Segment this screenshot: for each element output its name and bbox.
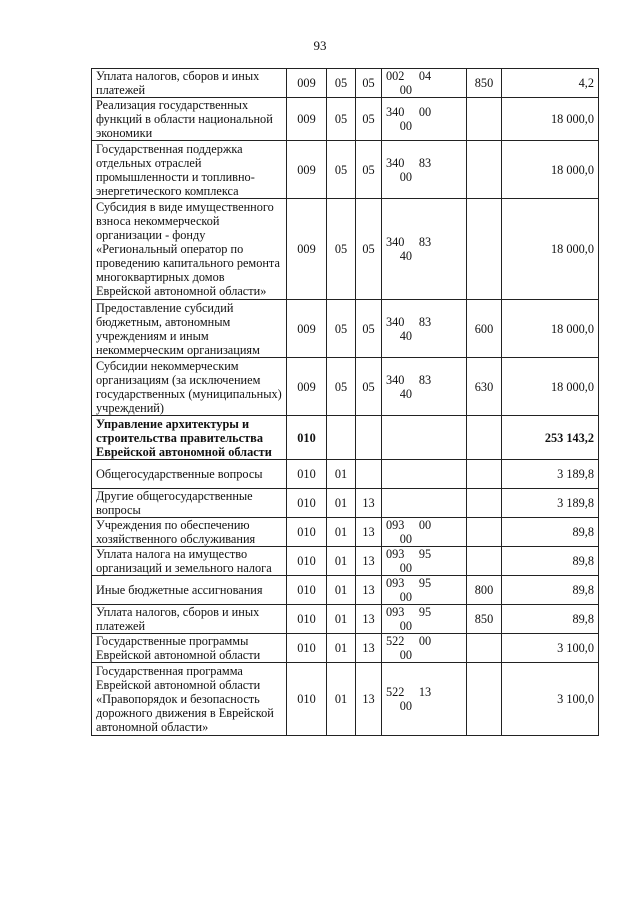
vr-code-cell: 800 [467,576,502,605]
vr-code-cell [467,489,502,518]
target-article-part: 00 [399,648,412,662]
target-article-part: 83 [418,372,432,387]
target-article-part: 002 [386,69,405,83]
table-row [92,547,599,576]
vr-code-cell: 600 [467,300,502,358]
target-article-part: 95 [418,547,432,561]
target-article-cell [382,489,467,518]
target-article-cell [382,300,467,358]
rz-code-cell: 05 [327,199,356,300]
target-article-cell [382,199,467,300]
gr-code-cell: 009 [287,69,327,98]
amount-cell: 89,8 [502,518,599,547]
target-article-part: 83 [418,155,432,170]
vr-code-cell [467,460,502,489]
gr-code-cell: 010 [287,576,327,605]
pr-code-cell: 13 [356,663,382,736]
gr-code-cell: 010 [287,547,327,576]
amount-cell: 18 000,0 [502,98,599,141]
gr-code-cell: 010 [287,460,327,489]
vr-code-cell [467,416,502,460]
pr-code-cell [356,416,382,460]
row-name-cell: Реализация государственных функций в области национальной экономики [92,98,287,141]
vr-code-cell [467,663,502,736]
target-article-part: 00 [399,561,412,575]
target-article-part: 00 [399,83,412,97]
row-name-cell: Предоставление субсидий бюджетным, автономным учреждениям и иным некоммерческим организациям [92,300,287,358]
row-name-cell: Уплата налогов, сборов и иных платежей [92,69,287,98]
gr-code-cell: 010 [287,416,327,460]
target-article-part: 40 [399,386,412,401]
target-article-part: 00 [418,518,432,532]
amount-cell: 89,8 [502,576,599,605]
vr-code-cell [467,547,502,576]
target-article-part: 13 [418,685,432,699]
amount-cell: 18 000,0 [502,358,599,416]
vr-code-cell: 630 [467,358,502,416]
table-row [92,518,599,547]
rz-code-cell: 01 [327,634,356,663]
amount-cell: 18 000,0 [502,300,599,358]
page-number: 93 [313,38,327,53]
pr-code-cell: 05 [356,98,382,141]
target-article-part: 83 [418,314,432,329]
pr-code-cell: 05 [356,300,382,358]
row-name-cell: Уплата налога на имущество организаций и земельного налога [92,547,287,576]
target-article-part: 04 [418,69,432,83]
target-article-part: 340 [386,105,405,119]
pr-code-cell: 13 [356,518,382,547]
target-article-part: 093 [386,576,405,590]
gr-code-cell: 009 [287,141,327,199]
target-article-part: 00 [399,590,412,604]
target-article-cell [382,358,467,416]
row-name-cell: Иные бюджетные ассигнования [92,576,287,605]
gr-code-cell: 010 [287,518,327,547]
target-article-part: 83 [418,235,432,249]
rz-code-cell: 01 [327,489,356,518]
table-row [92,576,599,605]
vr-code-cell [467,141,502,199]
pr-code-cell: 13 [356,489,382,518]
target-article-cell [382,576,467,605]
amount-cell: 3 100,0 [502,663,599,736]
target-article-cell [382,460,467,489]
target-article-part: 40 [399,328,412,343]
gr-code-cell: 010 [287,489,327,518]
target-article-cell [382,605,467,634]
table-row [92,634,599,663]
rz-code-cell: 05 [327,141,356,199]
rz-code-cell: 05 [327,98,356,141]
rz-code-cell [327,416,356,460]
gr-code-cell: 010 [287,605,327,634]
rz-code-cell: 05 [327,300,356,358]
pr-code-cell: 05 [356,69,382,98]
target-article-part: 340 [386,235,405,249]
table-row [92,300,599,358]
gr-code-cell: 009 [287,300,327,358]
rz-code-cell: 05 [327,358,356,416]
target-article-cell [382,663,467,736]
target-article-cell [382,634,467,663]
amount-cell: 3 189,8 [502,460,599,489]
rz-code-cell: 01 [327,605,356,634]
target-article-cell [382,547,467,576]
table-row [92,489,599,518]
table-row [92,199,599,300]
target-article-part: 00 [399,619,412,633]
pr-code-cell: 05 [356,199,382,300]
amount-cell: 89,8 [502,605,599,634]
amount-cell: 18 000,0 [502,141,599,199]
gr-code-cell: 009 [287,199,327,300]
vr-code-cell [467,199,502,300]
target-article-part: 340 [386,372,405,387]
pr-code-cell: 13 [356,576,382,605]
target-article-part: 340 [386,155,405,170]
pr-code-cell: 13 [356,634,382,663]
budget-table [91,68,599,736]
rz-code-cell: 01 [327,547,356,576]
pr-code-cell: 05 [356,141,382,199]
target-article-part: 00 [399,699,412,713]
row-name-cell: Управление архитектуры и строительства правительства Еврейской автономной области [92,416,287,460]
row-name-cell: Уплата налогов, сборов и иных платежей [92,605,287,634]
amount-cell: 18 000,0 [502,199,599,300]
rz-code-cell: 05 [327,69,356,98]
target-article-cell [382,141,467,199]
target-article-part: 40 [399,249,412,263]
rz-code-cell: 01 [327,460,356,489]
table-row [92,460,599,489]
target-article-cell [382,416,467,460]
table-row [92,98,599,141]
row-name-cell: Государственная поддержка отдельных отраслей промышленности и топливно-энергетического комплекса [92,141,287,199]
amount-cell: 253 143,2 [502,416,599,460]
gr-code-cell: 010 [287,634,327,663]
table-row [92,69,599,98]
target-article-part: 00 [418,634,432,648]
rz-code-cell: 01 [327,518,356,547]
amount-cell: 3 100,0 [502,634,599,663]
gr-code-cell: 010 [287,663,327,736]
amount-cell: 3 189,8 [502,489,599,518]
pr-code-cell: 05 [356,358,382,416]
target-article-part: 093 [386,605,405,619]
target-article-cell [382,98,467,141]
vr-code-cell: 850 [467,69,502,98]
target-article-part: 522 [386,685,405,699]
target-article-part: 00 [399,169,412,184]
row-name-cell: Государственная программа Еврейской автономной области «Правопорядок и безопасность дорожного движения в Еврейской автономной области» [92,663,287,736]
table-row [92,605,599,634]
row-name-cell: Другие общегосударственные вопросы [92,489,287,518]
vr-code-cell [467,634,502,663]
pr-code-cell [356,460,382,489]
row-name-cell: Субсидии некоммерческим организациям (за исключением государственных (муниципальных) учреждений) [92,358,287,416]
row-name-cell: Государственные программы Еврейской автономной области [92,634,287,663]
pr-code-cell: 13 [356,547,382,576]
target-article-part: 00 [399,119,412,133]
rz-code-cell: 01 [327,576,356,605]
rz-code-cell: 01 [327,663,356,736]
gr-code-cell: 009 [287,358,327,416]
target-article-part: 00 [418,105,432,119]
target-article-part: 340 [386,314,405,329]
target-article-part: 093 [386,518,405,532]
target-article-part: 522 [386,634,405,648]
vr-code-cell [467,98,502,141]
gr-code-cell: 009 [287,98,327,141]
target-article-part: 95 [418,576,432,590]
row-name-cell: Учреждения по обеспечению хозяйственного обслуживания [92,518,287,547]
amount-cell: 89,8 [502,547,599,576]
target-article-cell [382,69,467,98]
table-row [92,663,599,736]
row-name-cell: Общегосударственные вопросы [92,460,287,489]
vr-code-cell: 850 [467,605,502,634]
table-row [92,416,599,460]
table-row [92,358,599,416]
vr-code-cell [467,518,502,547]
target-article-part: 95 [418,605,432,619]
target-article-part: 093 [386,547,405,561]
target-article-cell [382,518,467,547]
table-row [92,141,599,199]
row-name-cell: Субсидия в виде имущественного взноса некоммерческой организации - фонду «Региональный оператор по проведению капитального ремонта многоквартирных домов Еврейской автономной области» [92,199,287,300]
amount-cell: 4,2 [502,69,599,98]
target-article-part: 00 [399,532,412,546]
pr-code-cell: 13 [356,605,382,634]
